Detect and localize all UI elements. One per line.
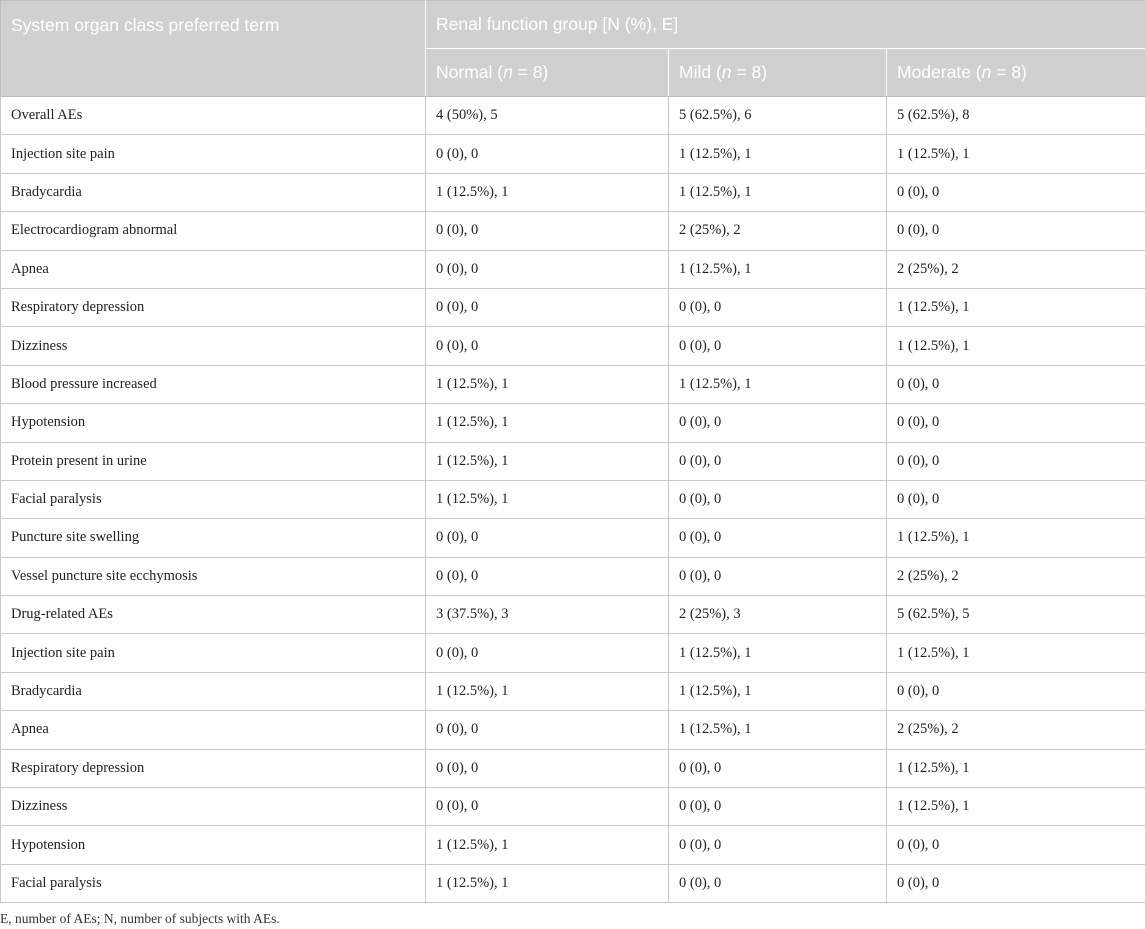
term-cell: Electrocardiogram abnormal <box>1 212 426 250</box>
moderate-cell: 1 (12.5%), 1 <box>887 288 1145 326</box>
table-row <box>1 634 1145 672</box>
normal-cell: 0 (0), 0 <box>426 135 669 173</box>
mild-cell: 0 (0), 0 <box>669 826 887 864</box>
moderate-cell: 0 (0), 0 <box>887 212 1145 250</box>
term-cell: Overall AEs <box>1 97 426 135</box>
term-cell: Injection site pain <box>1 634 426 672</box>
term-cell: Drug-related AEs <box>1 596 426 634</box>
moderate-cell: 5 (62.5%), 8 <box>887 97 1145 135</box>
normal-cell: 0 (0), 0 <box>426 519 669 557</box>
table-row <box>1 749 1145 787</box>
moderate-cell: 2 (25%), 2 <box>887 557 1145 595</box>
table-row <box>1 480 1145 518</box>
mild-cell: 0 (0), 0 <box>669 557 887 595</box>
mild-cell: 0 (0), 0 <box>669 864 887 902</box>
moderate-cell: 0 (0), 0 <box>887 864 1145 902</box>
moderate-column-header: Moderate (n = 8) <box>887 49 1145 97</box>
mild-column-header: Mild (n = 8) <box>669 49 887 97</box>
renal-group-header: Renal function group [N (%), E] <box>426 1 1145 49</box>
normal-cell: 0 (0), 0 <box>426 250 669 288</box>
table-row <box>1 442 1145 480</box>
mild-cell: 1 (12.5%), 1 <box>669 634 887 672</box>
term-cell: Apnea <box>1 250 426 288</box>
table-row <box>1 711 1145 749</box>
normal-cell: 1 (12.5%), 1 <box>426 826 669 864</box>
moderate-cell: 0 (0), 0 <box>887 480 1145 518</box>
normal-cell: 1 (12.5%), 1 <box>426 672 669 710</box>
table-row <box>1 557 1145 595</box>
mild-cell: 0 (0), 0 <box>669 788 887 826</box>
term-cell: Bradycardia <box>1 672 426 710</box>
normal-cell: 0 (0), 0 <box>426 327 669 365</box>
normal-cell: 0 (0), 0 <box>426 557 669 595</box>
term-cell: Dizziness <box>1 327 426 365</box>
term-cell: Puncture site swelling <box>1 519 426 557</box>
moderate-cell: 0 (0), 0 <box>887 442 1145 480</box>
mild-cell: 1 (12.5%), 1 <box>669 250 887 288</box>
moderate-cell: 1 (12.5%), 1 <box>887 327 1145 365</box>
table-footnote: E, number of AEs; N, number of subjects with AEs. <box>0 911 280 926</box>
term-cell: Bradycardia <box>1 173 426 211</box>
normal-cell: 3 (37.5%), 3 <box>426 596 669 634</box>
normal-cell: 1 (12.5%), 1 <box>426 365 669 403</box>
mild-cell: 0 (0), 0 <box>669 480 887 518</box>
mild-cell: 1 (12.5%), 1 <box>669 173 887 211</box>
mild-cell: 5 (62.5%), 6 <box>669 97 887 135</box>
normal-cell: 0 (0), 0 <box>426 212 669 250</box>
normal-cell: 0 (0), 0 <box>426 634 669 672</box>
normal-cell: 1 (12.5%), 1 <box>426 442 669 480</box>
table-row <box>1 864 1145 902</box>
table-row <box>1 212 1145 250</box>
normal-cell: 0 (0), 0 <box>426 749 669 787</box>
table-row <box>1 826 1145 864</box>
mild-cell: 2 (25%), 3 <box>669 596 887 634</box>
normal-cell: 0 (0), 0 <box>426 711 669 749</box>
moderate-cell: 1 (12.5%), 1 <box>887 135 1145 173</box>
moderate-cell: 1 (12.5%), 1 <box>887 788 1145 826</box>
normal-cell: 4 (50%), 5 <box>426 97 669 135</box>
moderate-cell: 0 (0), 0 <box>887 672 1145 710</box>
table-row <box>1 288 1145 326</box>
term-cell: Blood pressure increased <box>1 365 426 403</box>
moderate-cell: 2 (25%), 2 <box>887 250 1145 288</box>
normal-cell: 1 (12.5%), 1 <box>426 864 669 902</box>
table-row <box>1 173 1145 211</box>
term-cell: Dizziness <box>1 788 426 826</box>
mild-cell: 0 (0), 0 <box>669 442 887 480</box>
moderate-cell: 2 (25%), 2 <box>887 711 1145 749</box>
table-row <box>1 788 1145 826</box>
term-cell: Respiratory depression <box>1 749 426 787</box>
moderate-cell: 1 (12.5%), 1 <box>887 634 1145 672</box>
mild-cell: 0 (0), 0 <box>669 519 887 557</box>
moderate-cell: 5 (62.5%), 5 <box>887 596 1145 634</box>
term-cell: Facial paralysis <box>1 864 426 902</box>
mild-cell: 0 (0), 0 <box>669 404 887 442</box>
normal-cell: 0 (0), 0 <box>426 788 669 826</box>
moderate-cell: 1 (12.5%), 1 <box>887 749 1145 787</box>
moderate-cell: 0 (0), 0 <box>887 365 1145 403</box>
normal-cell: 1 (12.5%), 1 <box>426 480 669 518</box>
term-cell: Protein present in urine <box>1 442 426 480</box>
moderate-cell: 1 (12.5%), 1 <box>887 519 1145 557</box>
mild-cell: 1 (12.5%), 1 <box>669 711 887 749</box>
table-row <box>1 672 1145 710</box>
table-row <box>1 404 1145 442</box>
table-row <box>1 519 1145 557</box>
table-row <box>1 596 1145 634</box>
table-row <box>1 327 1145 365</box>
mild-cell: 1 (12.5%), 1 <box>669 365 887 403</box>
term-cell: Hypotension <box>1 826 426 864</box>
table-row <box>1 365 1145 403</box>
table-body <box>1 97 1145 903</box>
mild-cell: 0 (0), 0 <box>669 288 887 326</box>
mild-cell: 0 (0), 0 <box>669 749 887 787</box>
normal-cell: 1 (12.5%), 1 <box>426 404 669 442</box>
table-header <box>1 1 1145 97</box>
table-row <box>1 135 1145 173</box>
term-cell: Facial paralysis <box>1 480 426 518</box>
moderate-cell: 0 (0), 0 <box>887 404 1145 442</box>
moderate-cell: 0 (0), 0 <box>887 826 1145 864</box>
table-row <box>1 97 1145 135</box>
normal-cell: 0 (0), 0 <box>426 288 669 326</box>
table-row <box>1 250 1145 288</box>
moderate-cell: 0 (0), 0 <box>887 173 1145 211</box>
mild-cell: 0 (0), 0 <box>669 327 887 365</box>
mild-cell: 1 (12.5%), 1 <box>669 672 887 710</box>
soc-column-header: System organ class preferred term <box>1 1 426 97</box>
term-cell: Hypotension <box>1 404 426 442</box>
term-cell: Injection site pain <box>1 135 426 173</box>
normal-cell: 1 (12.5%), 1 <box>426 173 669 211</box>
mild-cell: 2 (25%), 2 <box>669 212 887 250</box>
mild-cell: 1 (12.5%), 1 <box>669 135 887 173</box>
term-cell: Apnea <box>1 711 426 749</box>
normal-column-header: Normal (n = 8) <box>426 49 669 97</box>
term-cell: Vessel puncture site ecchymosis <box>1 557 426 595</box>
term-cell: Respiratory depression <box>1 288 426 326</box>
